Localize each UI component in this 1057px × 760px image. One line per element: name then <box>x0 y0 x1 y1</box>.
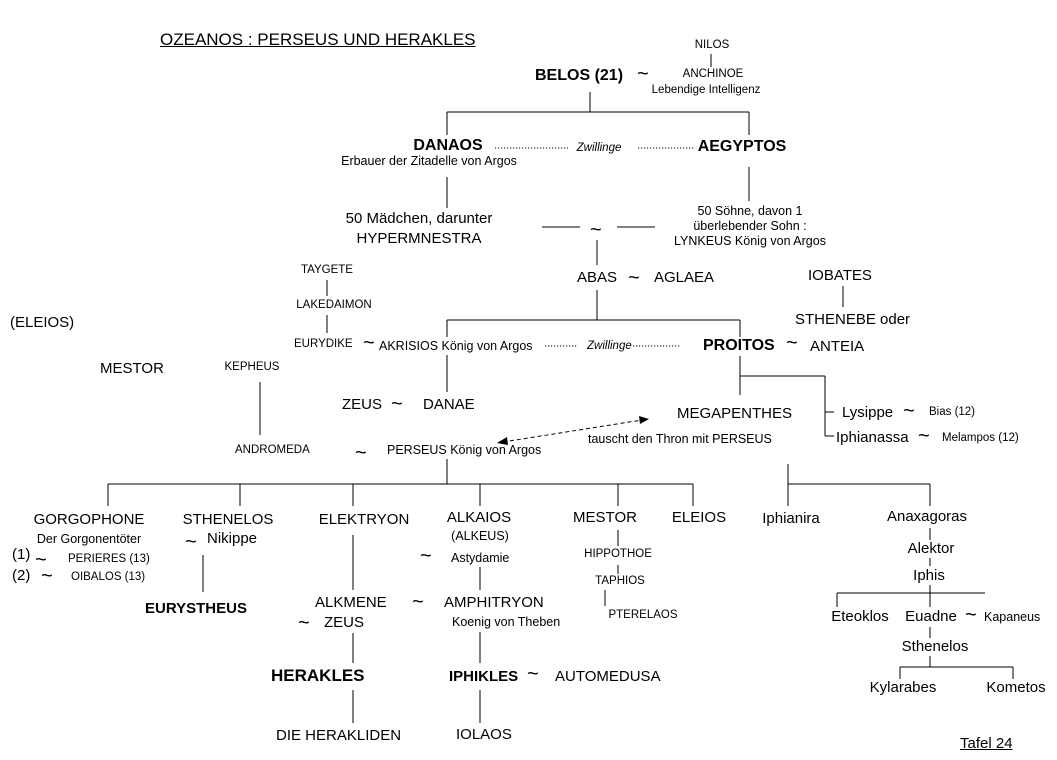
node-iphianira: Iphianira <box>762 510 820 527</box>
marriage-symbol: ~ <box>918 425 930 447</box>
node-iobates: IOBATES <box>808 267 872 284</box>
node-gorgophone-note: Der Gorgonentöter <box>36 532 142 546</box>
node-aegyptos: AEGYPTOS <box>697 138 787 155</box>
node-danaos-note: Erbauer der Zitadelle von Argos <box>341 154 517 168</box>
node-soehne-line2: überlebender Sohn : <box>693 219 807 233</box>
node-akrisios: AKRISIOS König von Argos <box>379 339 533 353</box>
node-alektor: Alektor <box>907 540 955 557</box>
marriage-symbol: ~ <box>527 663 539 685</box>
node-elektryon: ELEKTRYON <box>318 511 410 528</box>
marriage-symbol: ~ <box>391 393 403 415</box>
node-lakedaimon: LAKEDAIMON <box>296 299 372 311</box>
marriage-symbol: ~ <box>420 545 432 567</box>
node-perseus: PERSEUS König von Argos <box>387 443 542 457</box>
node-alkaios: ALKAIOS <box>446 509 512 526</box>
node-maedchen-line1: 50 Mädchen, darunter <box>345 210 493 227</box>
marriage-symbol: ~ <box>41 565 53 587</box>
node-taphios: TAPHIOS <box>595 575 645 587</box>
marriage-symbol: ~ <box>965 604 977 626</box>
twins-label-1: Zwillinge <box>576 142 622 154</box>
marriage-number-2: (2) <box>12 567 31 584</box>
node-oibalos: OIBALOS (13) <box>71 571 146 583</box>
node-anchinoe-note: Lebendige Intelligenz <box>651 84 761 96</box>
node-gorgophone: GORGOPHONE <box>33 511 145 528</box>
node-iolaos: IOLAOS <box>456 726 512 743</box>
chart-title: OZEANOS : PERSEUS UND HERAKLES <box>160 30 476 49</box>
twins-label-2: Zwillinge <box>587 340 632 352</box>
marriage-symbol: ~ <box>903 400 915 422</box>
node-aglaea: AGLAEA <box>654 269 715 286</box>
marriage-symbol: ~ <box>185 531 197 553</box>
node-sthenelos-2: Sthenelos <box>901 638 969 655</box>
marriage-symbol: ~ <box>355 442 367 464</box>
marriage-symbol: ~ <box>786 332 798 354</box>
node-lysippe: Lysippe <box>842 404 894 421</box>
node-sthenelos: STHENELOS <box>182 511 274 528</box>
node-kepheus: KEPHEUS <box>224 361 280 373</box>
node-abas: ABAS <box>577 269 618 286</box>
marriage-symbol: ~ <box>363 332 375 354</box>
node-bias: Bias (12) <box>929 406 976 418</box>
node-megapenthes: MEGAPENTHES <box>677 405 793 422</box>
node-eurystheus: EURYSTHEUS <box>145 600 247 617</box>
node-anteia: ANTEIA <box>810 338 865 355</box>
node-perieres: PERIERES (13) <box>68 553 150 565</box>
node-throne-note: tauscht den Thron mit PERSEUS <box>588 432 772 446</box>
node-eleios-parenthetical: (ELEIOS) <box>10 314 75 331</box>
node-iphis: Iphis <box>913 567 945 584</box>
node-anaxagoras: Anaxagoras <box>886 508 968 525</box>
node-melampos: Melampos (12) <box>942 432 1019 444</box>
node-hippothoe: HIPPOTHOE <box>584 548 652 560</box>
marriage-symbol: ~ <box>628 267 640 289</box>
node-astydamie: Astydamie <box>451 551 510 565</box>
node-pterelaos: PTERELAOS <box>608 609 678 621</box>
marriage-symbol: ~ <box>35 549 47 571</box>
node-taygete: TAYGETE <box>301 264 353 276</box>
node-proitos: PROITOS <box>703 337 775 354</box>
node-andromeda: ANDROMEDA <box>235 444 310 456</box>
marriage-symbol: ~ <box>637 63 649 85</box>
marriage-symbol: ~ <box>298 612 310 634</box>
node-danae: DANAE <box>423 396 475 413</box>
node-iphikles: IPHIKLES <box>449 668 519 685</box>
node-nikippe: Nikippe <box>207 530 258 547</box>
node-stheneboe: STHENEBE oder <box>795 311 911 328</box>
node-soehne-line1: 50 Söhne, davon 1 <box>697 204 803 218</box>
node-amphitryon-note: Koenig von Theben <box>452 615 561 629</box>
marriage-symbol: ~ <box>412 591 424 613</box>
node-eurydike: EURYDIKE <box>294 338 353 350</box>
node-kometos: Kometos <box>986 679 1046 696</box>
marriage-number-1: (1) <box>12 546 31 563</box>
node-herakliden: DIE HERAKLIDEN <box>276 727 402 744</box>
node-euadne: Euadne <box>905 608 957 625</box>
node-mestor-top: MESTOR <box>100 360 164 377</box>
plate-number: Tafel 24 <box>960 735 1013 752</box>
node-zeus-1: ZEUS <box>342 396 383 413</box>
marriage-symbol: ~ <box>590 219 602 241</box>
node-belos: BELOS (21) <box>535 67 624 84</box>
node-kapaneus: Kapaneus <box>984 610 1041 624</box>
node-alkmene: ALKMENE <box>315 594 387 611</box>
node-alkeus: (ALKEUS) <box>451 529 509 543</box>
node-danaos: DANAOS <box>413 137 483 154</box>
node-zeus-2: ZEUS <box>324 614 365 631</box>
node-hypermnestra: HYPERMNESTRA <box>356 230 482 247</box>
node-anchinoe: ANCHINOE <box>682 68 744 80</box>
node-kylarabes: Kylarabes <box>869 679 937 696</box>
node-eteoklos: Eteoklos <box>831 608 889 625</box>
node-amphitryon: AMPHITRYON <box>444 594 544 611</box>
node-iphianassa: Iphianassa <box>836 429 909 446</box>
node-eleios: ELEIOS <box>671 509 727 526</box>
node-herakles: HERAKLES <box>271 666 365 685</box>
node-automedusa: AUTOMEDUSA <box>555 668 661 685</box>
node-lynkeus: LYNKEUS König von Argos <box>674 234 826 248</box>
node-nilos: NILOS <box>694 39 730 51</box>
node-mestor-bottom: MESTOR <box>573 509 637 526</box>
